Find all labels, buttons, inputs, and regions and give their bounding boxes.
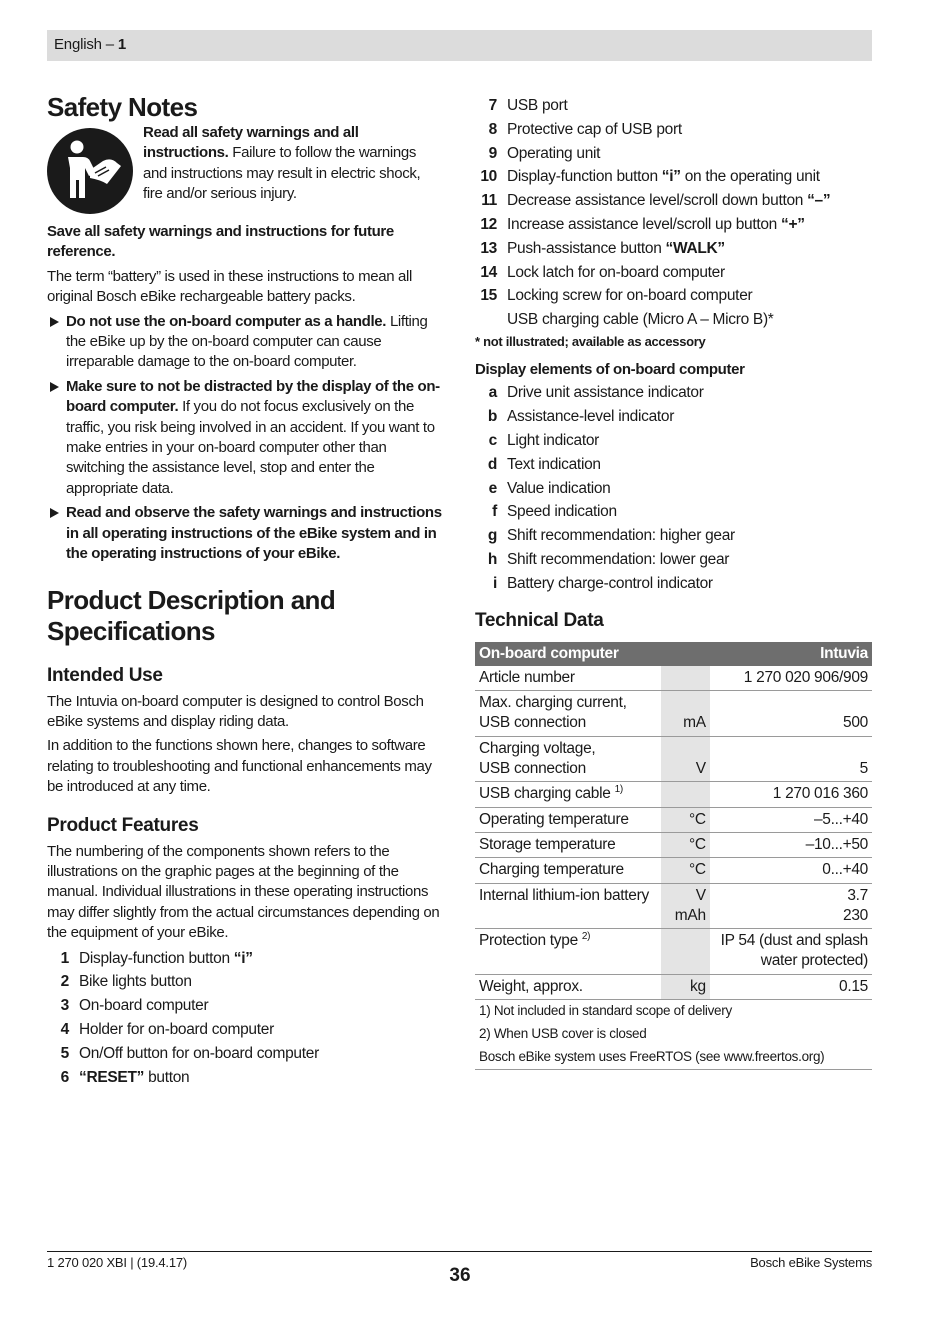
footer-rule bbox=[47, 1251, 872, 1252]
features-title: Product Features bbox=[47, 814, 199, 836]
list-item: 11 Decrease assistance level/scroll down button “–” bbox=[481, 192, 831, 210]
product-title: Product Description and Specifications bbox=[47, 584, 336, 646]
list-item: 2 Bike lights button bbox=[60, 973, 192, 991]
list-item: 10 Display-function button “i” on the operating unit bbox=[480, 168, 820, 186]
header-bar bbox=[47, 30, 872, 61]
list-item: c Light indicator bbox=[488, 431, 600, 449]
table-header-row: On-board computer Intuvia bbox=[475, 642, 872, 666]
technical-data-title: Technical Data bbox=[475, 609, 604, 631]
table-row: Weight, approx. kg 0.15 bbox=[475, 974, 872, 999]
right-column bbox=[475, 94, 872, 1070]
intended-use-paragraph: The Intuvia on-board computer is designed to control Bosch eBike systems and display riding data. bbox=[47, 692, 424, 730]
list-item: 5 On/Off button for on-board computer bbox=[60, 1044, 319, 1062]
list-item: 6 “RESET” button bbox=[60, 1068, 190, 1086]
table-note: 2) When USB cover is closed bbox=[479, 1026, 647, 1041]
table-note: 1) Not included in standard scope of delivery bbox=[479, 1003, 732, 1018]
list-item: 12 Increase assistance level/scroll up button “+” bbox=[480, 215, 805, 233]
list-item: USB charging cable (Micro A – Micro B)* bbox=[507, 311, 774, 329]
list-item: 15 Locking screw for on-board computer bbox=[480, 287, 753, 305]
list-item: d Text indication bbox=[487, 455, 601, 473]
battery-term: The term “battery” is used in these instructions to mean all original Bosch eBike rechargeable battery packs. bbox=[47, 267, 413, 306]
safety-bullet: Read and observe the safety warnings and instructions in all operating instructions of the eBike system and in the operating instructions of your eBike. bbox=[47, 503, 447, 564]
read-manual-icon bbox=[47, 128, 133, 214]
table-row: Max. charging current, USB connection mA 500 bbox=[475, 691, 872, 737]
list-item: g Shift recommendation: higher gear bbox=[487, 527, 735, 545]
list-item: 3 On-board computer bbox=[60, 997, 209, 1015]
components-list-right bbox=[475, 94, 872, 332]
header-language: English bbox=[54, 36, 102, 53]
table-row: Internal lithium-ion battery V mAh 3.7 230 bbox=[475, 883, 872, 929]
intended-use-title: Intended Use bbox=[47, 664, 163, 686]
list-item: b Assistance-level indicator bbox=[487, 408, 675, 426]
warning-paragraph bbox=[143, 123, 443, 205]
accessory-note: * not illustrated; available as accessory bbox=[475, 333, 706, 349]
features-paragraph: The numbering of the components shown refers to the illustrations on the graphic pages at the beginning of the manual. Individual illustrations in these operating instructions may differ slightly from the actual circumstances depending on the equipment of your eBike. bbox=[47, 842, 440, 942]
table-row: Protection type $^{2)}$ IP 54 (dust and splash water protected) bbox=[475, 929, 872, 975]
table-row: Article number 1 270 020 906/909 bbox=[475, 666, 872, 691]
safety-bullet: Make sure to not be distracted by the display of the on-board computer. If you do not focus exclusively on the traffic, you risk being involved in an accident. If you want to make entries in your on-board computer other than switching the assistance level, stop and enter the appropriate data. bbox=[47, 377, 447, 499]
table-row: Charging voltage, USB connection V 5 bbox=[475, 736, 872, 782]
technical-data-table bbox=[475, 642, 872, 1070]
table-row: Operating temperature °C –5...+40 bbox=[475, 807, 872, 832]
triangle-bullet-icon bbox=[50, 317, 59, 327]
list-item: e Value indication bbox=[488, 479, 611, 497]
display-elements-list bbox=[475, 381, 872, 595]
page-number: 36 bbox=[449, 1265, 471, 1286]
safety-bullet: Do not use the on-board computer as a handle. Lifting the eBike up by the on-board computer can cause irreparable damage to the on-board computer. bbox=[47, 312, 447, 373]
components-list-left bbox=[47, 947, 447, 1090]
table-row: Storage temperature °C –10...+50 bbox=[475, 832, 872, 857]
footer-doc-id: 1 270 020 XBI | (19.4.17) bbox=[47, 1255, 188, 1270]
list-item: i Battery charge-control indicator bbox=[492, 574, 713, 592]
warning-text: Failure to follow the warnings and instructions may result in electric shock, fire and/or serious injury. bbox=[143, 144, 421, 203]
list-item: f Speed indication bbox=[492, 503, 617, 521]
table-row: Charging temperature °C 0...+40 bbox=[475, 858, 872, 883]
list-item: 7 USB port bbox=[488, 97, 568, 114]
software-changes-paragraph: In addition to the functions shown here, changes to software relating to troubleshooting and functional enhancements may be introduced at any time. bbox=[47, 737, 432, 796]
list-item: a Drive unit assistance indicator bbox=[488, 384, 704, 402]
footer-brand: Bosch eBike Systems bbox=[750, 1255, 872, 1270]
table-note: Bosch eBike system uses FreeRTOS (see www.freertos.org) bbox=[475, 1046, 872, 1070]
list-item: h Shift recommendation: lower gear bbox=[487, 550, 730, 568]
list-item: 8 Protective cap of USB port bbox=[488, 120, 682, 138]
header-separator: – bbox=[101, 36, 118, 53]
safety-warning bbox=[47, 84, 447, 220]
header-text bbox=[54, 36, 126, 53]
header-page-index: 1 bbox=[117, 36, 127, 53]
list-item: 13 Push-assistance button “WALK” bbox=[480, 239, 725, 257]
list-item: 9 Operating unit bbox=[488, 144, 601, 162]
display-elements-title: Display elements of on-board computer bbox=[475, 360, 745, 378]
list-item: 4 Holder for on-board computer bbox=[60, 1020, 274, 1038]
triangle-bullet-icon bbox=[50, 382, 59, 392]
list-item: 1 Display-function button “i” bbox=[60, 949, 253, 967]
list-item: 14 Lock latch for on-board computer bbox=[480, 263, 725, 281]
save-note: Save all safety warnings and instructions for future reference. bbox=[47, 223, 394, 261]
warning-bold: Read all safety warnings and all instructions. bbox=[143, 124, 359, 162]
triangle-bullet-icon bbox=[50, 508, 59, 518]
safety-title: Safety Notes bbox=[47, 92, 198, 122]
left-column bbox=[47, 92, 447, 1089]
table-row: USB charging cable $^{1)}$ 1 270 016 360 bbox=[475, 782, 872, 807]
